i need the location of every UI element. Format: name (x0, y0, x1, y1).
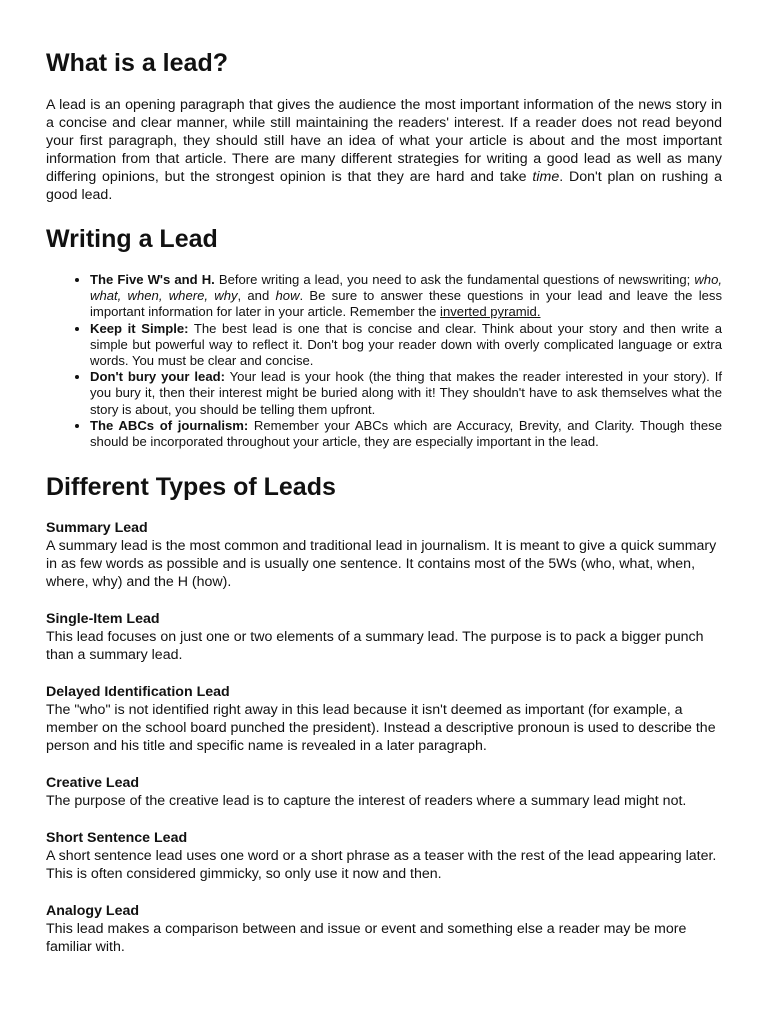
heading-what-is-a-lead: What is a lead? (46, 49, 228, 77)
tip-title: Don't bury your lead: (90, 369, 225, 385)
intro-end: . Don't plan on rushing a good lead. (46, 169, 722, 203)
intro-text: A lead is an opening paragraph that gives the audience the most important information of the news story in a concise and clear manner, while still maintaining the readers' interest. If a reader does not read beyond your first paragraph, they should still have an idea of what your article is about and the most important information from that article. There are many different strategies for writing a good lead as well as many differing opinions, but the strongest opinion is that they are hard and take (46, 97, 722, 185)
tip-text: Your lead is your hook (the thing that makes the reader interested in your story). If you bury it, then their interest might be buried along with it! They shouldn't have to ask themselves what the story is about, you should be telling them upfront. (90, 369, 722, 417)
lead-type-body: This lead makes a comparison between and issue or event and something else a reader may be more familiar with. (46, 921, 687, 956)
lead-type-title: Summary Lead (46, 520, 148, 537)
intro-emphasis: time (532, 169, 560, 185)
inverted-pyramid-link[interactable]: inverted pyramid. (440, 304, 541, 320)
lead-type-body: A short sentence lead uses one word or a short phrase as a teaser with the rest of the lead appearing later. This is often considered gimmicky, so only use it now and then. (46, 848, 717, 883)
tip-dont-bury (90, 369, 722, 418)
lead-type-title: Analogy Lead (46, 903, 140, 920)
lead-type-short-sentence (46, 830, 722, 883)
lead-type-summary (46, 520, 722, 591)
lead-type-title: Short Sentence Lead (46, 830, 188, 847)
tip-five-ws (90, 272, 722, 321)
lead-type-title: Single-Item Lead (46, 611, 160, 628)
lead-type-analogy (46, 903, 722, 956)
tip-text: , and (237, 288, 276, 304)
intro-paragraph (46, 96, 722, 204)
tip-abcs (90, 418, 722, 450)
tip-emphasis: how (275, 288, 300, 304)
lead-type-creative (46, 775, 722, 810)
heading-writing-a-lead: Writing a Lead (46, 225, 218, 253)
tip-title: The Five W's and H. (90, 272, 215, 287)
lead-type-title: Creative Lead (46, 775, 140, 792)
tip-title: The ABCs of journalism: (90, 417, 249, 433)
tip-emphasis: who, what, when, where, why (90, 272, 722, 304)
lead-type-body: The "who" is not identified right away in this lead because it isn't deemed as important (for example, a member on the school board punched the president). Instead a descriptive pronoun is used to describe the person and his title and specific name is revealed in a later paragraph. (46, 702, 716, 755)
lead-type-body: A summary lead is the most common and traditional lead in journalism. It is meant to give a quick summary in as few words as possible and is usually one sentence. It contains most of the 5Ws (who, what, when, where, why) and the H (how). (46, 538, 717, 591)
lead-type-title: Delayed Identification Lead (46, 684, 230, 701)
tip-text: The best lead is one that is concise and clear. Think about your story and then write a simple but powerful way to reflect it. Don't bog your reader down with overly complicated language or extra words. You must be clear and concise. (90, 320, 722, 369)
lead-type-delayed-identification (46, 684, 722, 755)
lead-type-body: This lead focuses on just one or two elements of a summary lead. The purpose is to pack a bigger punch than a summary lead. (46, 629, 704, 664)
tip-keep-simple (90, 321, 722, 370)
tip-text: . Be sure to answer these questions in your lead and leave the less important information for later in your article. Remember the (90, 288, 722, 320)
tip-title: Keep it Simple: (90, 320, 189, 336)
tip-text: Before writing a lead, you need to ask the fundamental questions of newswriting; (214, 272, 695, 287)
lead-type-single-item (46, 611, 722, 664)
heading-different-types: Different Types of Leads (46, 473, 336, 502)
tips-list (46, 272, 722, 450)
tip-text: Remember your ABCs which are Accuracy, Brevity, and Clarity. Though these should be incorporated throughout your article, they are especially important in the lead. (90, 417, 722, 450)
lead-type-body: The purpose of the creative lead is to capture the interest of readers where a summary lead might not. (46, 793, 687, 810)
